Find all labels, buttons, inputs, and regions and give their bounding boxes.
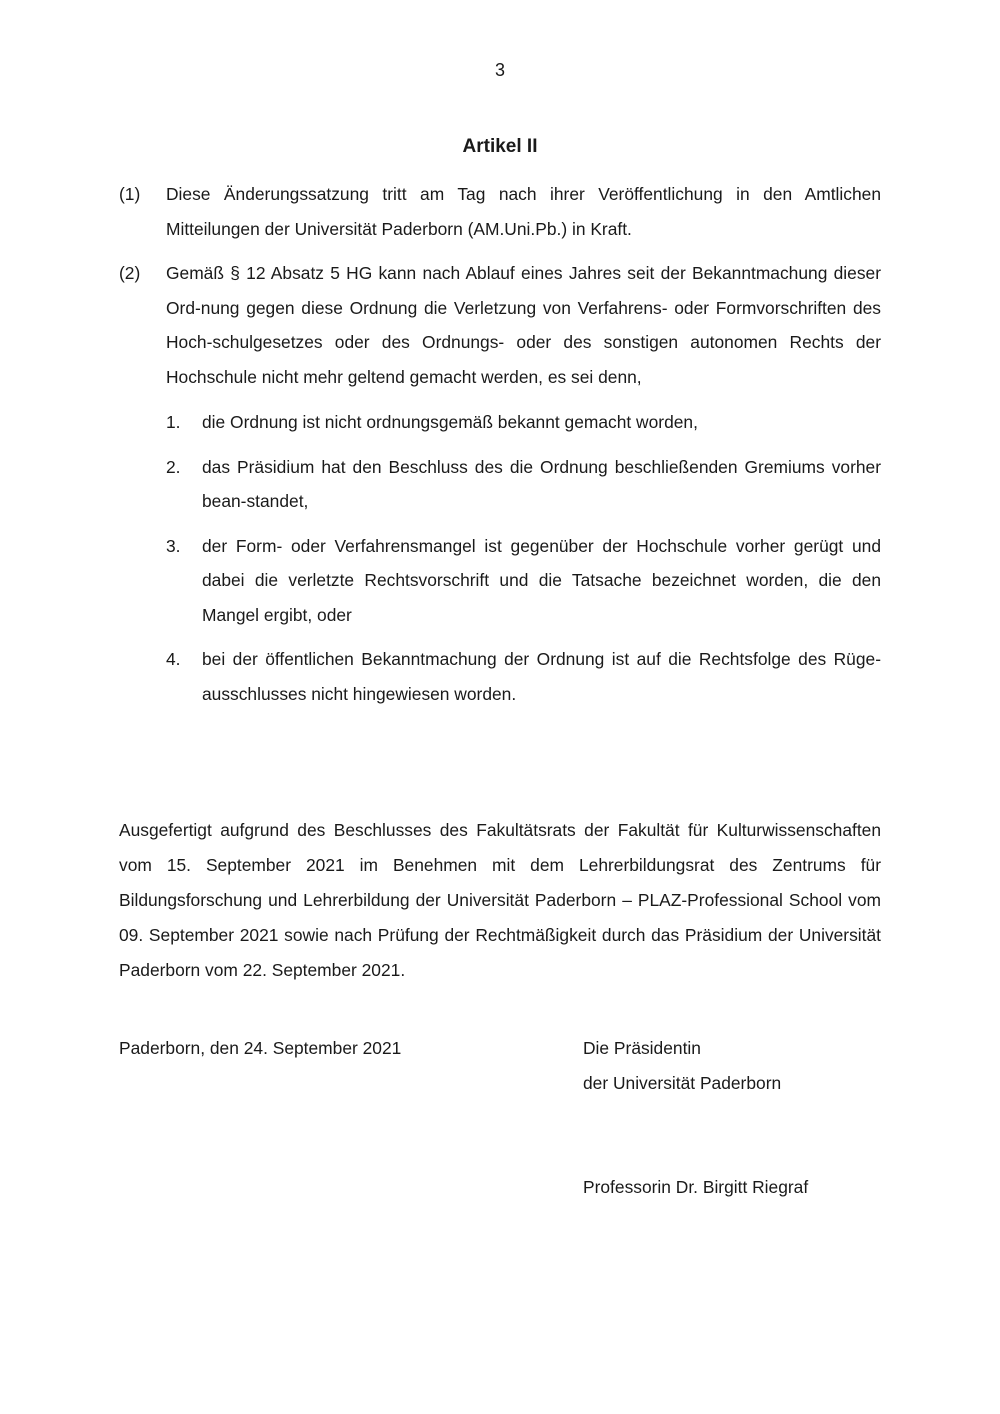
list-item-text: bei der öffentlichen Bekanntmachung der Ordnung ist auf die Rechtsfolge des Rüge-ausschlusses nicht hingewiesen worden.: [202, 649, 881, 704]
list-item-text: das Präsidium hat den Beschluss des die Ordnung beschließenden Gremiums vorher bean-standet,: [202, 456, 881, 511]
signatory-title-line2: der Universität Paderborn: [583, 1073, 782, 1093]
list-item-number: 4.: [166, 649, 181, 669]
list-item: [166, 642, 881, 711]
exception-list: [166, 405, 881, 721]
list-item: [166, 450, 881, 519]
paragraph-number: (1): [119, 184, 141, 204]
paragraph-text: Diese Änderungssatzung tritt am Tag nach ihrer Veröffentlichung in den Amtlichen Mitteilungen der Universität Paderborn (AM.Uni.Pb.) in Kraft.: [166, 184, 881, 239]
list-item: [166, 405, 881, 440]
list-item: [166, 529, 881, 633]
paragraph-2: [119, 256, 881, 394]
list-item-number: 3.: [166, 535, 181, 556]
list-item-number: 2.: [166, 456, 181, 477]
signatory-title: [583, 1031, 781, 1101]
list-item-text: der Form- oder Verfahrensmangel ist gegenüber der Hochschule vorher gerügt und dabei die verletzte Rechtsvorschrift und die Tatsache bezeichnet worden, die den Mangel ergibt, oder: [202, 535, 881, 625]
page-number: 3: [494, 60, 505, 80]
list-item-number: 1.: [166, 412, 181, 432]
closing-statement: Ausgefertigt aufgrund des Beschlusses des Fakultätsrats der Fakultät für Kulturwissenschaften vom 15. September 2021 im Benehmen mit dem Lehrerbildungsrat des Zentrums für Bildungsforschung und Lehrerbildung der Universität Paderborn – PLAZ-Professional School vom 09. September 2021 sowie nach Prüfung der Rechtmäßigkeit durch das Präsidium der Universität Paderborn vom 22. September 2021.: [119, 820, 881, 980]
article-heading: Artikel II: [462, 136, 538, 157]
list-item-text: die Ordnung ist nicht ordnungsgemäß bekannt gemacht worden,: [202, 412, 698, 432]
paragraph-number: (2): [119, 263, 141, 283]
paragraph-text: Gemäß § 12 Absatz 5 HG kann nach Ablauf eines Jahres seit der Bekanntmachung dieser Ord-nung gegen diese Ordnung die Verletzung von Verfahrens- oder Formvorschriften des Hoch-schulgesetzes oder des Ordnungs- oder des sonstigen autonomen Rechts der Hochschule nicht mehr geltend gemacht werden, es sei denn,: [166, 263, 881, 387]
place-date: Paderborn, den 24. September 2021: [119, 1038, 402, 1058]
signatory-title-line1: Die Präsidentin: [583, 1038, 701, 1058]
signatory-name: Professorin Dr. Birgitt Riegraf: [583, 1177, 809, 1197]
paragraph-1: [119, 177, 881, 246]
